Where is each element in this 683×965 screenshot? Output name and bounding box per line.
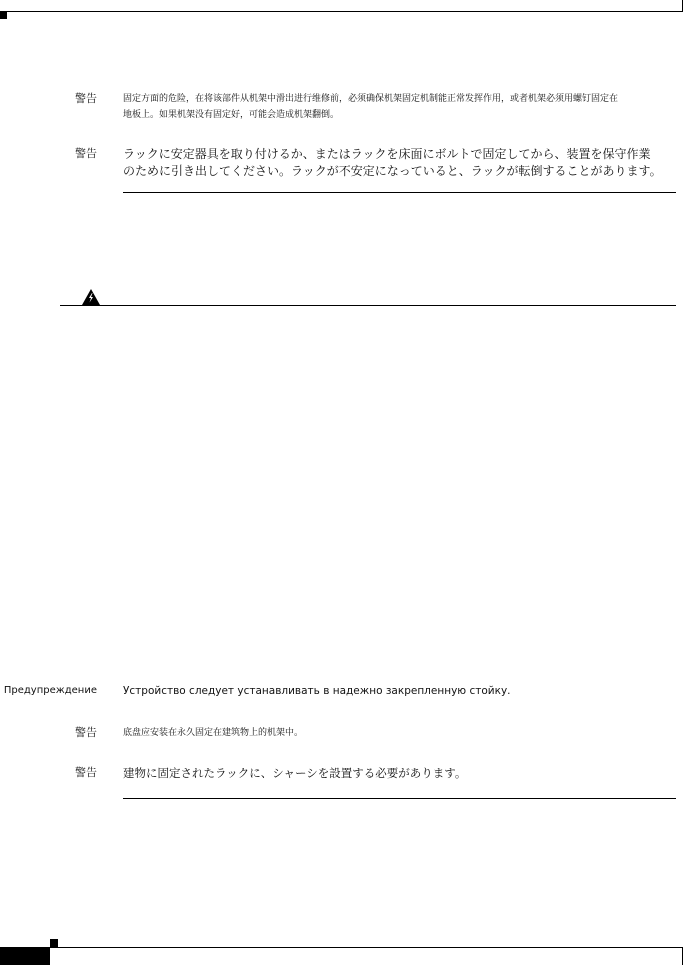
header-rule (0, 11, 683, 12)
warning-text-chinese-2: 底盘应安装在永久固定在建筑物上的机架中。 (123, 728, 304, 738)
warning-label-russian: Предупреждение (3, 685, 97, 696)
warning-text-chinese-1-line-2: 地板上。如果机架没有固定好，可能会造成机架翻倒。 (123, 110, 340, 120)
warning-label-japanese-1: 警告 (75, 147, 97, 160)
footer-marker (50, 939, 58, 947)
section-divider-2 (60, 305, 676, 306)
section-divider-1 (123, 192, 676, 193)
warning-label-japanese-2: 警告 (75, 766, 97, 779)
warning-triangle-icon (82, 289, 100, 305)
warning-label-chinese-2: 警告 (75, 726, 97, 739)
warning-text-chinese-1-line-1: 固定方面的危险，在将该部件从机架中滑出进行维修前，必须确保机架固定机制能正常发挥作用，或者机架必须用螺钉固定在 (123, 94, 619, 104)
warning-text-japanese-1-line-1: ラックに安定器具を取り付けるか、またはラックを床面にボルトで固定してから、装置を保守作業 (123, 147, 651, 161)
header-marker (0, 12, 7, 19)
warning-text-russian: Устройство следует устанавливать в надежно закрепленную стойку. (123, 685, 511, 697)
section-divider-3 (123, 798, 676, 799)
footer-rule (0, 947, 683, 948)
warning-text-japanese-1-line-2: のために引き出してください。ラックが不安定になっていると、ラックが転倒することがあります。 (123, 164, 662, 178)
footer-page-block (0, 948, 50, 965)
warning-label-chinese-1: 警告 (75, 92, 97, 105)
warning-text-japanese-2: 建物に固定されたラックに、シャーシを設置する必要があります。 (123, 766, 467, 780)
